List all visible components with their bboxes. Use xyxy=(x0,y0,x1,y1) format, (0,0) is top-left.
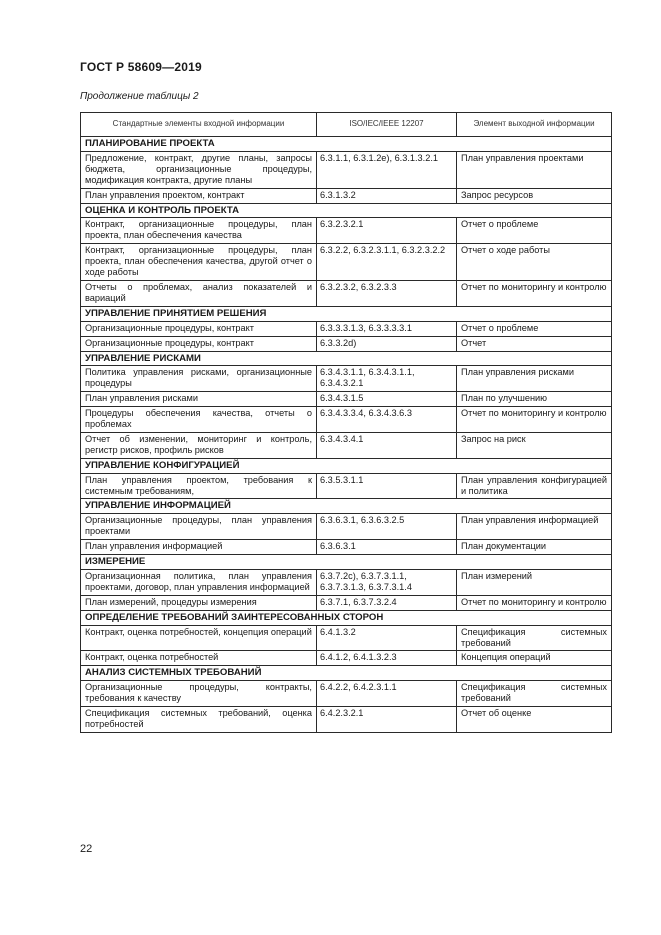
section-header-row xyxy=(81,666,612,681)
output-cell: Отчет по мониторингу и контролю xyxy=(457,595,612,610)
output-cell: Отчет по мониторингу и контролю xyxy=(457,407,612,433)
standard-ref-cell: 6.3.2.3.2.1 xyxy=(317,218,457,244)
standard-ref-cell: 6.3.3.2d) xyxy=(317,336,457,351)
table-row xyxy=(81,540,612,555)
table-row xyxy=(81,336,612,351)
section-header-row xyxy=(81,610,612,625)
input-cell: План управления проектом, требования к системным требованиям, xyxy=(81,473,317,499)
standard-ref-cell: 6.3.4.3.3.4, 6.3.4.3.6.3 xyxy=(317,407,457,433)
section-header-row xyxy=(81,137,612,152)
input-cell: Контракт, организационные процедуры, план проекта, план обеспечения качества xyxy=(81,218,317,244)
standard-header: ГОСТ Р 58609—2019 xyxy=(80,60,202,74)
table-row xyxy=(81,707,612,733)
column-header-output: Элемент выходной информации xyxy=(457,113,612,137)
input-cell: Организационная политика, план управления проектами, договор, план управления информацией xyxy=(81,570,317,596)
section-title: УПРАВЛЕНИЕ КОНФИГУРАЦИЕЙ xyxy=(81,458,612,473)
output-cell: Запрос на риск xyxy=(457,432,612,458)
output-cell: План по улучшению xyxy=(457,392,612,407)
section-title: ПЛАНИРОВАНИЕ ПРОЕКТА xyxy=(81,137,612,152)
table-row xyxy=(81,570,612,596)
column-header-input: Стандартные элементы входной информации xyxy=(81,113,317,137)
section-header-row xyxy=(81,203,612,218)
table-row xyxy=(81,188,612,203)
input-cell: План управления рисками xyxy=(81,392,317,407)
table-row xyxy=(81,407,612,433)
output-cell: План управления проектами xyxy=(457,151,612,188)
standard-ref-cell: 6.3.6.3.1, 6.3.6.3.2.5 xyxy=(317,514,457,540)
input-cell: Контракт, оценка потребностей xyxy=(81,651,317,666)
table-row xyxy=(81,514,612,540)
standard-ref-cell: 6.4.1.3.2 xyxy=(317,625,457,651)
input-cell: Предложение, контракт, другие планы, запросы бюджета, организационные процедуры, модификация контракта, другие планы xyxy=(81,151,317,188)
table-row xyxy=(81,473,612,499)
input-cell: Организационные процедуры, план управления проектами xyxy=(81,514,317,540)
table-header-row xyxy=(81,113,612,137)
standard-ref-cell: 6.3.1.3.2 xyxy=(317,188,457,203)
input-cell: Спецификация системных требований, оценка потребностей xyxy=(81,707,317,733)
output-cell: План управления информацией xyxy=(457,514,612,540)
output-cell: Концепция операций xyxy=(457,651,612,666)
input-cell: План управления проектом, контракт xyxy=(81,188,317,203)
input-cell: Организационные процедуры, контракт xyxy=(81,336,317,351)
standard-ref-cell: 6.4.2.2, 6.4.2.3.1.1 xyxy=(317,681,457,707)
table-row xyxy=(81,321,612,336)
input-cell: Контракт, оценка потребностей, концепция операций xyxy=(81,625,317,651)
standard-ref-cell: 6.3.7.1, 6.3.7.3.2.4 xyxy=(317,595,457,610)
input-cell: Отчеты о проблемах, анализ показателей и вариаций xyxy=(81,280,317,306)
section-header-row xyxy=(81,458,612,473)
output-cell: План управления рисками xyxy=(457,366,612,392)
table-body xyxy=(81,137,612,733)
table-continuation-caption: Продолжение таблицы 2 xyxy=(80,91,199,102)
output-cell: Запрос ресурсов xyxy=(457,188,612,203)
section-title: УПРАВЛЕНИЕ РИСКАМИ xyxy=(81,351,612,366)
section-header-row xyxy=(81,306,612,321)
section-title: ИЗМЕРЕНИЕ xyxy=(81,555,612,570)
table-row xyxy=(81,280,612,306)
input-cell: Процедуры обеспечения качества, отчеты о проблемах xyxy=(81,407,317,433)
output-cell: План измерений xyxy=(457,570,612,596)
section-title: УПРАВЛЕНИЕ ИНФОРМАЦИЕЙ xyxy=(81,499,612,514)
section-header-row xyxy=(81,499,612,514)
table-row xyxy=(81,218,612,244)
table-row xyxy=(81,681,612,707)
standard-ref-cell: 6.3.7.2c), 6.3.7.3.1.1, 6.3.7.3.1.3, 6.3.7.3.1.4 xyxy=(317,570,457,596)
output-cell: План управления конфигурацией и политика xyxy=(457,473,612,499)
standard-ref-cell: 6.3.6.3.1 xyxy=(317,540,457,555)
standard-ref-cell: 6.3.1.1, 6.3.1.2e), 6.3.1.3.2.1 xyxy=(317,151,457,188)
standard-ref-cell: 6.3.5.3.1.1 xyxy=(317,473,457,499)
standard-ref-cell: 6.4.2.3.2.1 xyxy=(317,707,457,733)
output-cell: Отчет о проблеме xyxy=(457,321,612,336)
output-cell: Спецификация системных требований xyxy=(457,681,612,707)
input-cell: Организационные процедуры, контракты, требования к качеству xyxy=(81,681,317,707)
section-header-row xyxy=(81,351,612,366)
requirements-table xyxy=(80,112,612,733)
output-cell: Отчет об оценке xyxy=(457,707,612,733)
output-cell: Отчет по мониторингу и контролю xyxy=(457,280,612,306)
table-row xyxy=(81,366,612,392)
section-title: ОЦЕНКА И КОНТРОЛЬ ПРОЕКТА xyxy=(81,203,612,218)
table-row xyxy=(81,595,612,610)
standard-ref-cell: 6.3.2.2, 6.3.2.3.1.1, 6.3.2.3.2.2 xyxy=(317,244,457,281)
standard-ref-cell: 6.3.3.3.1.3, 6.3.3.3.3.1 xyxy=(317,321,457,336)
input-cell: План измерений, процедуры измерения xyxy=(81,595,317,610)
output-cell: План документации xyxy=(457,540,612,555)
section-title: АНАЛИЗ СИСТЕМНЫХ ТРЕБОВАНИЙ xyxy=(81,666,612,681)
standard-ref-cell: 6.3.4.3.4.1 xyxy=(317,432,457,458)
output-cell: Спецификация системных требований xyxy=(457,625,612,651)
input-cell: Контракт, организационные процедуры, план проекта, план обеспечения качества, другой отчет о ходе работы xyxy=(81,244,317,281)
output-cell: Отчет о ходе работы xyxy=(457,244,612,281)
input-cell: План управления информацией xyxy=(81,540,317,555)
section-header-row xyxy=(81,555,612,570)
input-cell: Отчет об изменении, мониторинг и контроль, регистр рисков, профиль рисков xyxy=(81,432,317,458)
table-row xyxy=(81,651,612,666)
table-row xyxy=(81,392,612,407)
table-row xyxy=(81,432,612,458)
output-cell: Отчет xyxy=(457,336,612,351)
table-row xyxy=(81,625,612,651)
column-header-standard: ISO/IEC/IEEE 12207 xyxy=(317,113,457,137)
standard-ref-cell: 6.3.4.3.1.5 xyxy=(317,392,457,407)
table-row xyxy=(81,244,612,281)
standard-ref-cell: 6.3.2.3.2, 6.3.2.3.3 xyxy=(317,280,457,306)
output-cell: Отчет о проблеме xyxy=(457,218,612,244)
standard-ref-cell: 6.3.4.3.1.1, 6.3.4.3.1.1, 6.3.4.3.2.1 xyxy=(317,366,457,392)
page-number: 22 xyxy=(80,843,93,855)
input-cell: Организационные процедуры, контракт xyxy=(81,321,317,336)
section-title: УПРАВЛЕНИЕ ПРИНЯТИЕМ РЕШЕНИЯ xyxy=(81,306,612,321)
table-row xyxy=(81,151,612,188)
standard-ref-cell: 6.4.1.2, 6.4.1.3.2.3 xyxy=(317,651,457,666)
input-cell: Политика управления рисками, организационные процедуры xyxy=(81,366,317,392)
requirements-table-container xyxy=(80,112,611,733)
section-title: ОПРЕДЕЛЕНИЕ ТРЕБОВАНИЙ ЗАИНТЕРЕСОВАННЫХ СТОРОН xyxy=(81,610,612,625)
